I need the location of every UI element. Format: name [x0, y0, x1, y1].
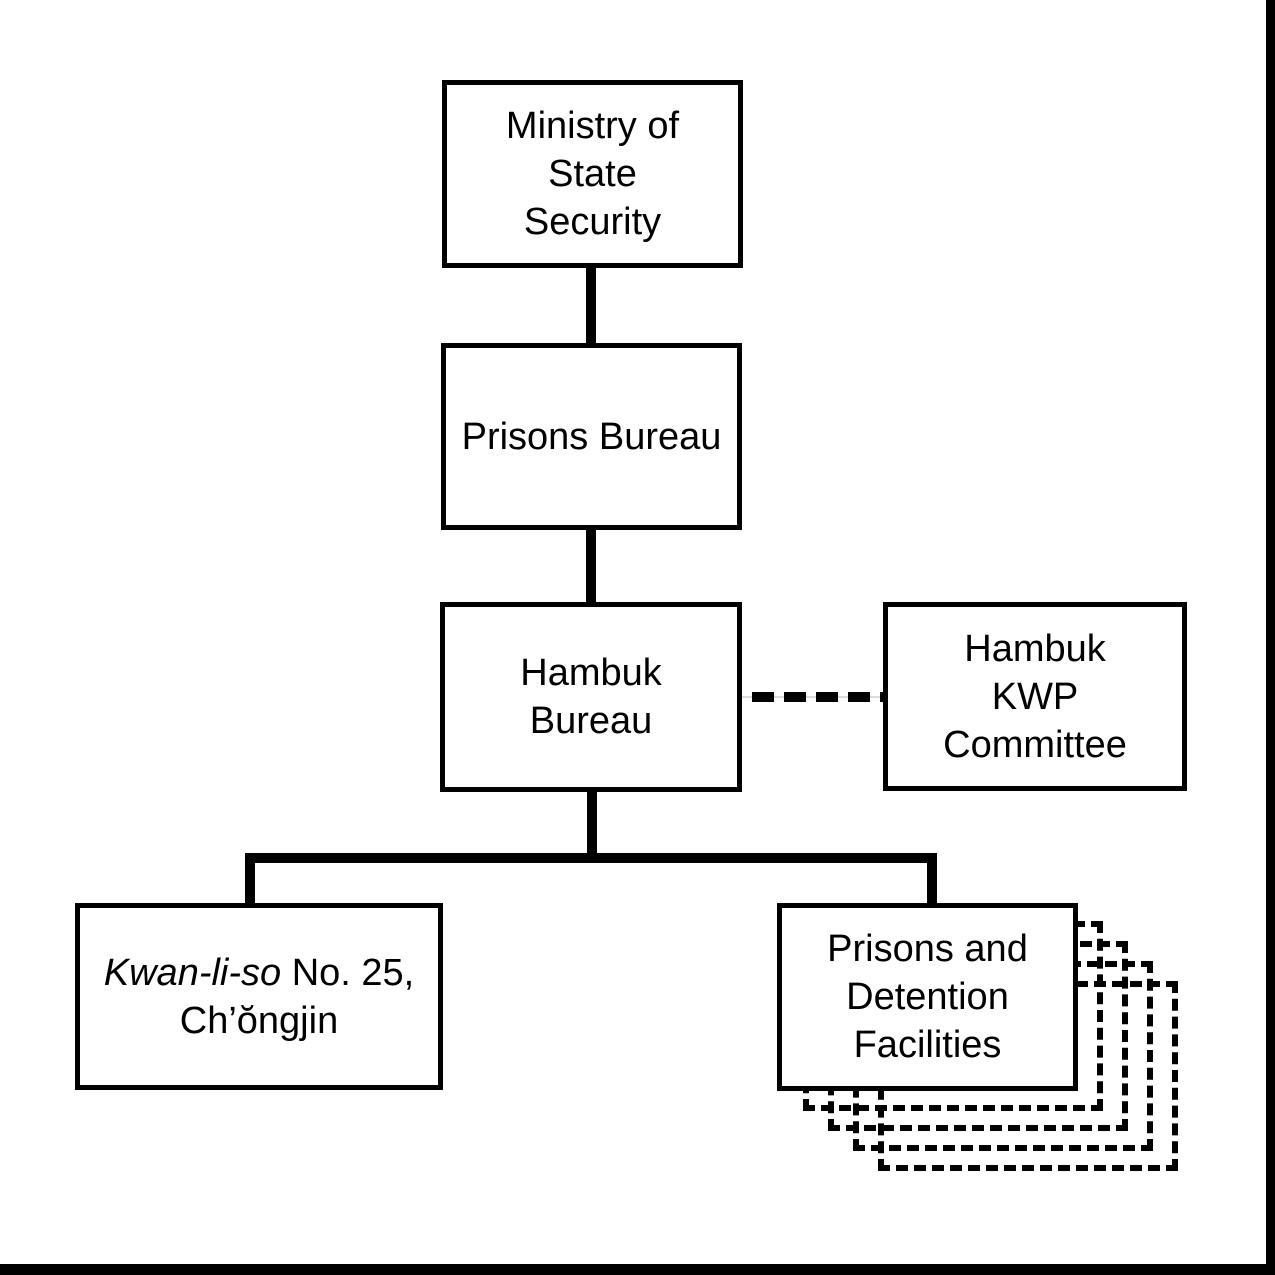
connector-ministry-prisons-bureau [586, 264, 596, 347]
node-prisons-and-detention-facilities [777, 903, 1078, 1091]
node-label-line: Hambuk [964, 627, 1106, 670]
node-label-line: KWP [991, 675, 1079, 718]
scan-border-right [1266, 0, 1275, 1275]
node-label-line: Ministry of [505, 105, 680, 147]
node-label-line: Security [523, 201, 662, 243]
connector-drop-kwan-li-so [245, 853, 255, 907]
node-label-line: Facilities [853, 1024, 1002, 1066]
node-label-line: Detention [846, 976, 1009, 1018]
node-label-line: Prisons and [827, 928, 1028, 970]
connector-crossbar [245, 853, 937, 863]
node-ministry-of-state-security [442, 80, 743, 268]
node-label-line: Prisons Bureau [461, 415, 722, 458]
node-hambuk-bureau [440, 602, 742, 792]
connector-drop-prisons-detention [927, 853, 937, 907]
connector-hambuk-bureau-stem [587, 788, 597, 858]
connector-prisons-bureau-hambuk-bureau [586, 526, 596, 606]
dashed-connector-hambuk-kwp [742, 692, 883, 702]
node-label-line [104, 949, 414, 997]
kwan-li-so-regular-text: No. 25, [281, 951, 415, 994]
dashed-connector-dashes [742, 692, 883, 702]
node-label-line: State [548, 153, 637, 195]
node-label-line: Bureau [529, 700, 653, 742]
scan-border-bottom [0, 1264, 1275, 1275]
kwan-li-so-italic-text: Kwan-li-so [103, 951, 282, 994]
node-hambuk-kwp-committee [883, 602, 1187, 791]
node-label-line: Hambuk [520, 652, 662, 694]
node-kwan-li-so-no-25 [75, 903, 443, 1090]
node-prisons-bureau [441, 343, 742, 530]
node-label-line: Ch’ŏngjin [179, 999, 339, 1042]
node-label-line: Committee [943, 723, 1127, 766]
